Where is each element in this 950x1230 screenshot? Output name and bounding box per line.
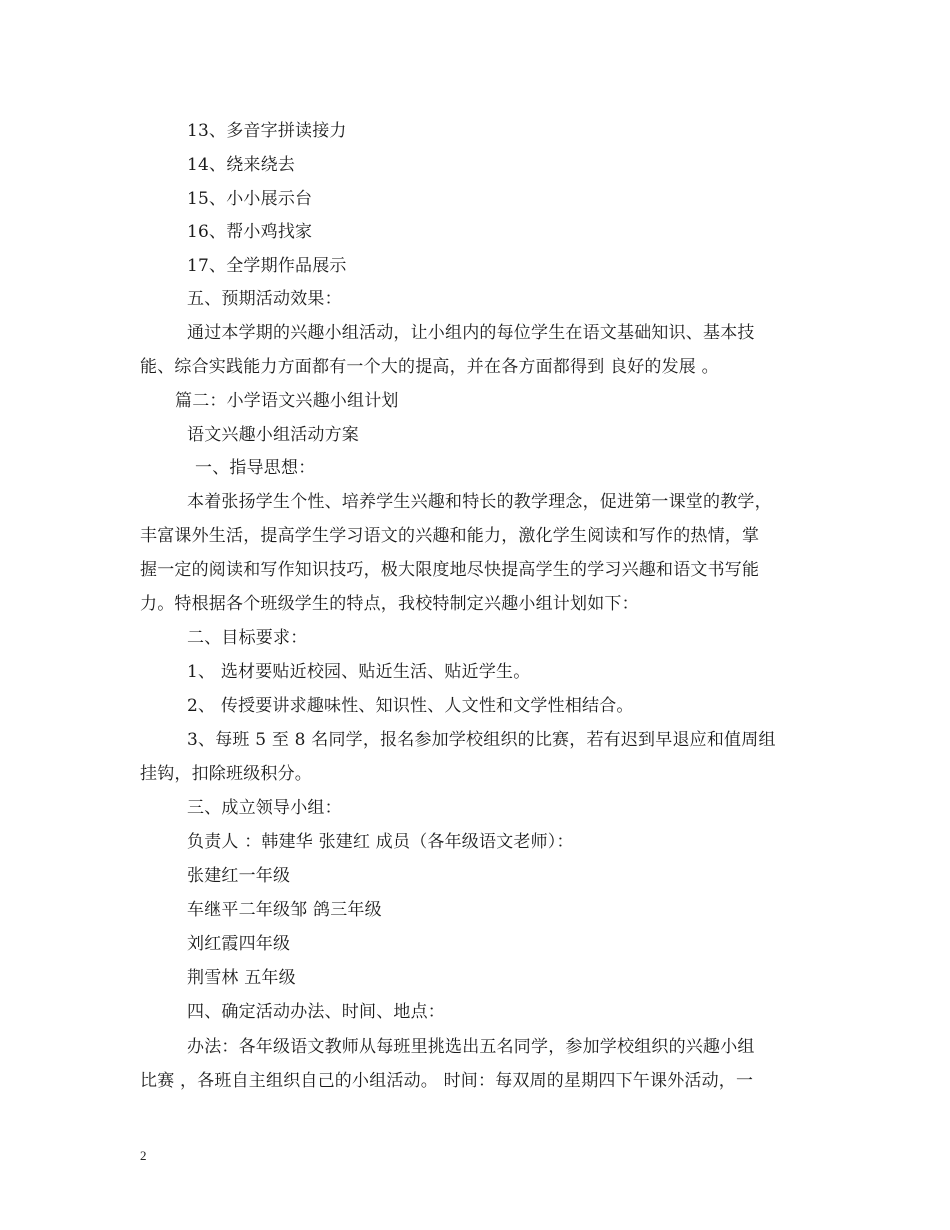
paragraph-line: 办法：各年级语文教师从每班里挑选出五名同学，参加学校组织的兴趣小组 xyxy=(187,1037,755,1057)
paragraph-line: 挂钩，扣除班级积分。 xyxy=(140,764,312,784)
list-item-15: 15、小小展示台 xyxy=(187,189,313,209)
section-heading-method: 四、确定活动办法、时间、地点： xyxy=(187,1002,445,1022)
paragraph-line: 握一定的阅读和写作知识技巧，极大限度地尽快提高学生的学习兴趣和语文书写能 xyxy=(140,560,760,580)
paragraph-line: 能、综合实践能力方面都有一个大的提高，并在各方面都得到 良好的发展 。 xyxy=(140,357,719,377)
member-line: 张建红一年级 xyxy=(187,866,291,886)
list-item-13: 13、多音字拼读接力 xyxy=(187,121,347,141)
goal-item: 3、每班 5 至 8 名同学，报名参加学校组织的比赛，若有迟到早退应和值周组 xyxy=(187,730,776,750)
section-heading-leadership: 三、成立领导小组： xyxy=(187,798,342,818)
paragraph-line: 本着张扬学生个性、培养学生兴趣和特长的教学理念，促进第一课堂的教学， xyxy=(187,492,772,512)
goal-item: 1、 选材要贴近校园、贴近生活、贴近学生。 xyxy=(187,662,531,682)
paragraph-line: 丰富课外生活，提高学生学习语文的兴趣和能力，激化学生阅读和写作的热情，掌 xyxy=(140,526,760,546)
list-item-16: 16、帮小鸡找家 xyxy=(187,222,313,242)
paragraph-line: 通过本学期的兴趣小组活动，让小组内的每位学生在语文基础知识、基本技 xyxy=(187,323,755,343)
member-line: 刘红霞四年级 xyxy=(187,934,291,954)
list-item-17: 17、全学期作品展示 xyxy=(187,256,347,276)
paragraph-line: 比赛 ，各班自主组织自己的小组活动。 时间：每双周的星期四下午课外活动，一 xyxy=(140,1071,754,1091)
plan-title: 语文兴趣小组活动方案 xyxy=(187,425,359,445)
section-heading-guiding-idea: 一、指导思想： xyxy=(195,458,316,478)
section-heading-goals: 二、目标要求： xyxy=(187,628,308,648)
member-line: 车继平二年级邹 鸽三年级 xyxy=(187,900,382,920)
chapter-title: 篇二：小学语文兴趣小组计划 xyxy=(175,391,399,411)
member-line: 荆雪林 五年级 xyxy=(187,968,296,988)
section-heading-expected-effect: 五、预期活动效果： xyxy=(187,289,342,309)
paragraph-line: 力。特根据各个班级学生的特点，我校特制定兴趣小组计划如下： xyxy=(140,594,639,614)
leader-line: 负责人 ：韩建华 张建红 成员（各年级语文老师）： xyxy=(187,832,574,852)
page-number: 2 xyxy=(140,1148,147,1163)
goal-item: 2、 传授要讲求趣味性、知识性、人文性和文学性相结合。 xyxy=(187,696,634,716)
list-item-14: 14、绕来绕去 xyxy=(187,155,296,175)
